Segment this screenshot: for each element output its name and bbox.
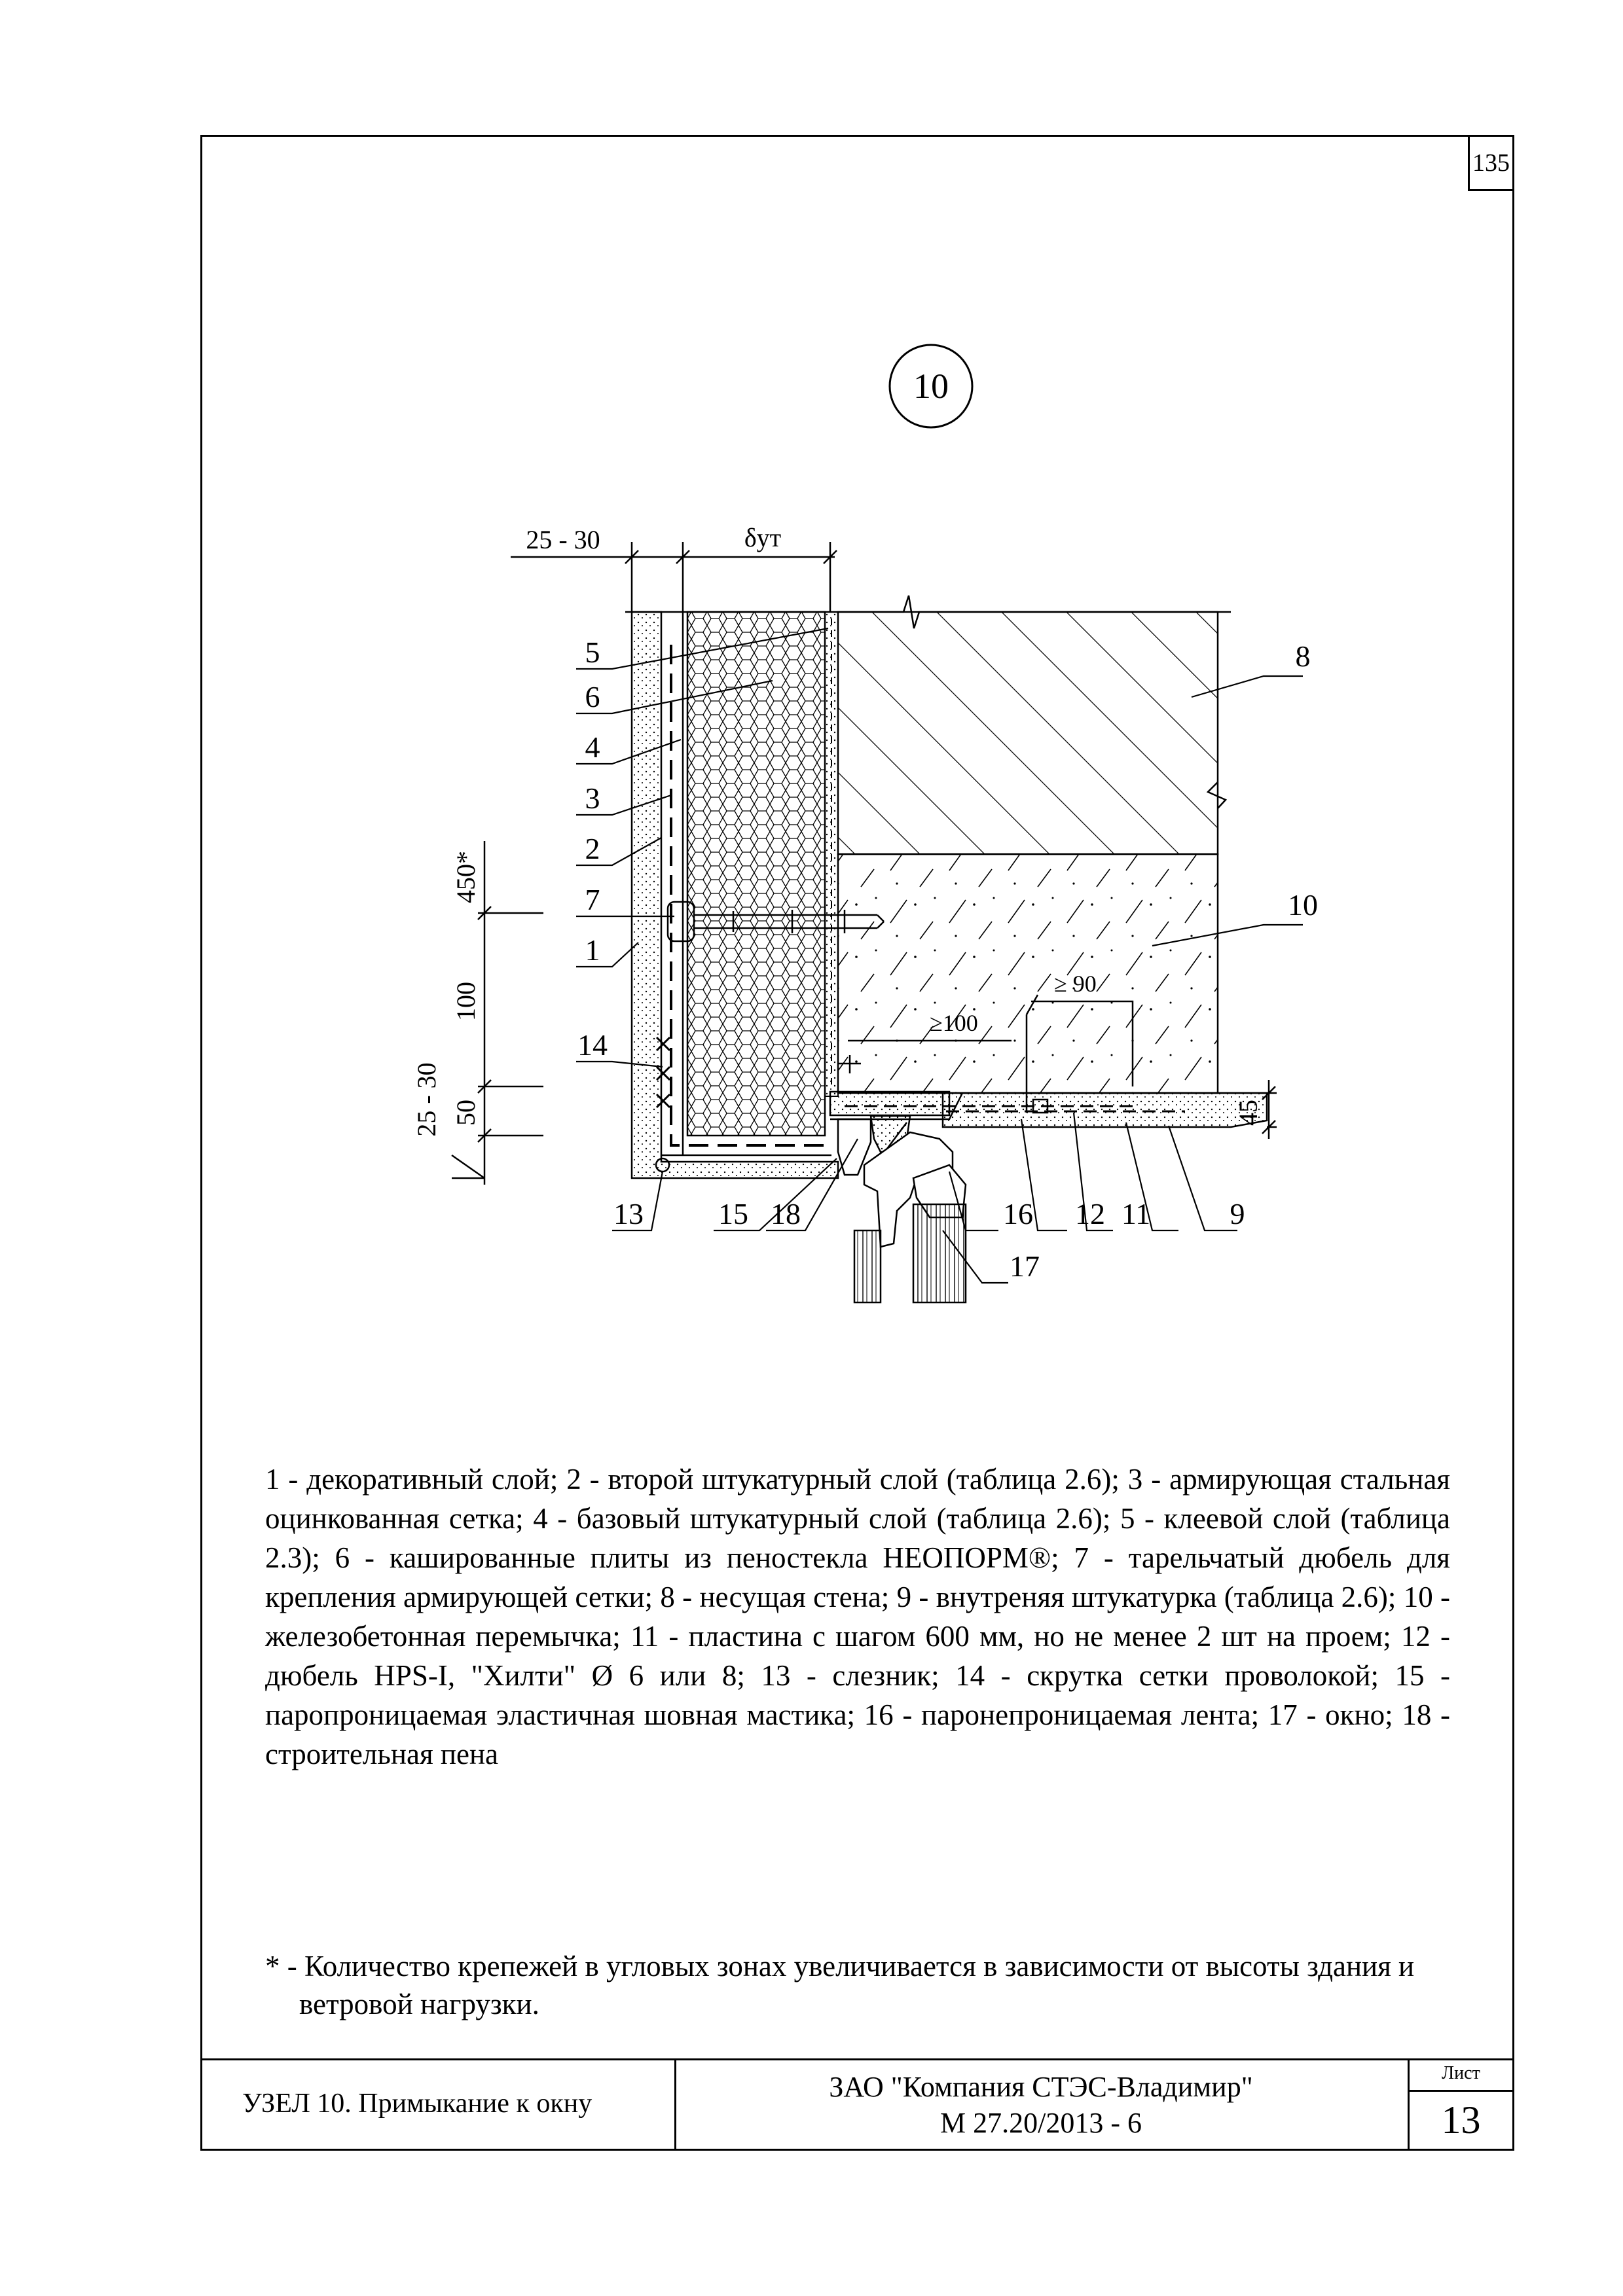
dim-top-left: 25 - 30 [526, 525, 600, 554]
dim-ge-100: ≥100 [930, 1010, 978, 1036]
callout-10: 10 [1288, 888, 1318, 922]
callout-9: 9 [1230, 1197, 1245, 1230]
callout-1: 1 [585, 933, 600, 967]
callout-4: 4 [585, 730, 600, 764]
document-code: М 27.20/2013 - 6 [940, 2107, 1142, 2139]
callout-2: 2 [585, 832, 600, 865]
title-block-sheet-line [1408, 2090, 1514, 2092]
dim-450: 450* [451, 851, 481, 903]
concrete-lintel [838, 854, 1218, 1093]
interior-plaster [943, 1093, 1267, 1127]
callout-11: 11 [1121, 1197, 1151, 1230]
sheet-number: 13 [1441, 2098, 1481, 2142]
node-title: УЗЕЛ 10. Примыкание к окну [242, 2089, 593, 2119]
callout-12: 12 [1075, 1197, 1105, 1230]
load-bearing-wall [838, 612, 1218, 854]
callout-14: 14 [577, 1028, 608, 1062]
node-number: 10 [913, 367, 949, 406]
footnote: * - Количество крепежей в угловых зонах увеличивается в зависимости от высоты здания и ветровой нагрузки. [265, 1950, 1415, 2020]
company-name: ЗАО "Компания СТЭС-Владимир" [829, 2071, 1253, 2103]
page-number: 135 [1472, 149, 1510, 177]
callout-13: 13 [613, 1197, 644, 1230]
dim-50: 50 [451, 1100, 481, 1126]
window-frame [854, 1122, 966, 1302]
callout-8: 8 [1295, 639, 1311, 673]
dim-100: 100 [451, 982, 481, 1021]
dim-ge-90: ≥ 90 [1054, 971, 1097, 997]
dim-45: 45 [1233, 1100, 1263, 1126]
callout-18: 18 [771, 1197, 801, 1230]
dim-25-30: 25 - 30 [412, 1062, 441, 1137]
callout-15: 15 [718, 1197, 748, 1230]
callout-16: 16 [1003, 1197, 1033, 1230]
callout-6: 6 [585, 680, 600, 713]
foam-glass-boards [687, 612, 825, 1136]
callout-5: 5 [585, 636, 600, 669]
callout-17: 17 [1010, 1249, 1040, 1283]
sheet-label: Лист [1442, 2063, 1480, 2083]
callout-3: 3 [585, 781, 600, 815]
callout-7: 7 [585, 883, 600, 916]
node-circle [890, 345, 972, 427]
legend-text: 1 - декоративный слой; 2 - второй штукатурный слой (таблица 2.6); 3 - армирующая стальная оцинкованная сетка; 4 - базовый штукатурный слой (таблица 2.6); 5 - клеевой слой (таблица 2.3); 6 - кашированные плиты из пеностекла НЕОПОРМ®; 7 - тарельчатый дюбель для крепления армирующей сетки; 8 - несущая стена; 9 - внутреняя штукатурка (таблица 2.6); 10 - железобетонная перемычка; 11 - пластина с шагом 600 мм, но не менее 2 шт на проем; 12 - дюбель HPS-I, "Хилти" Ø 6 или 8; 13 - слезник; 14 - скрутка сетки проволокой; 15 - паропроницаемая эластичная шовная мастика; 16 - паронепроницаемая лента; 17 - окно; 18 - строительная пена [265, 1463, 1450, 1770]
title-block-top-line [200, 2058, 1514, 2060]
dim-thickness: δут [744, 523, 782, 552]
